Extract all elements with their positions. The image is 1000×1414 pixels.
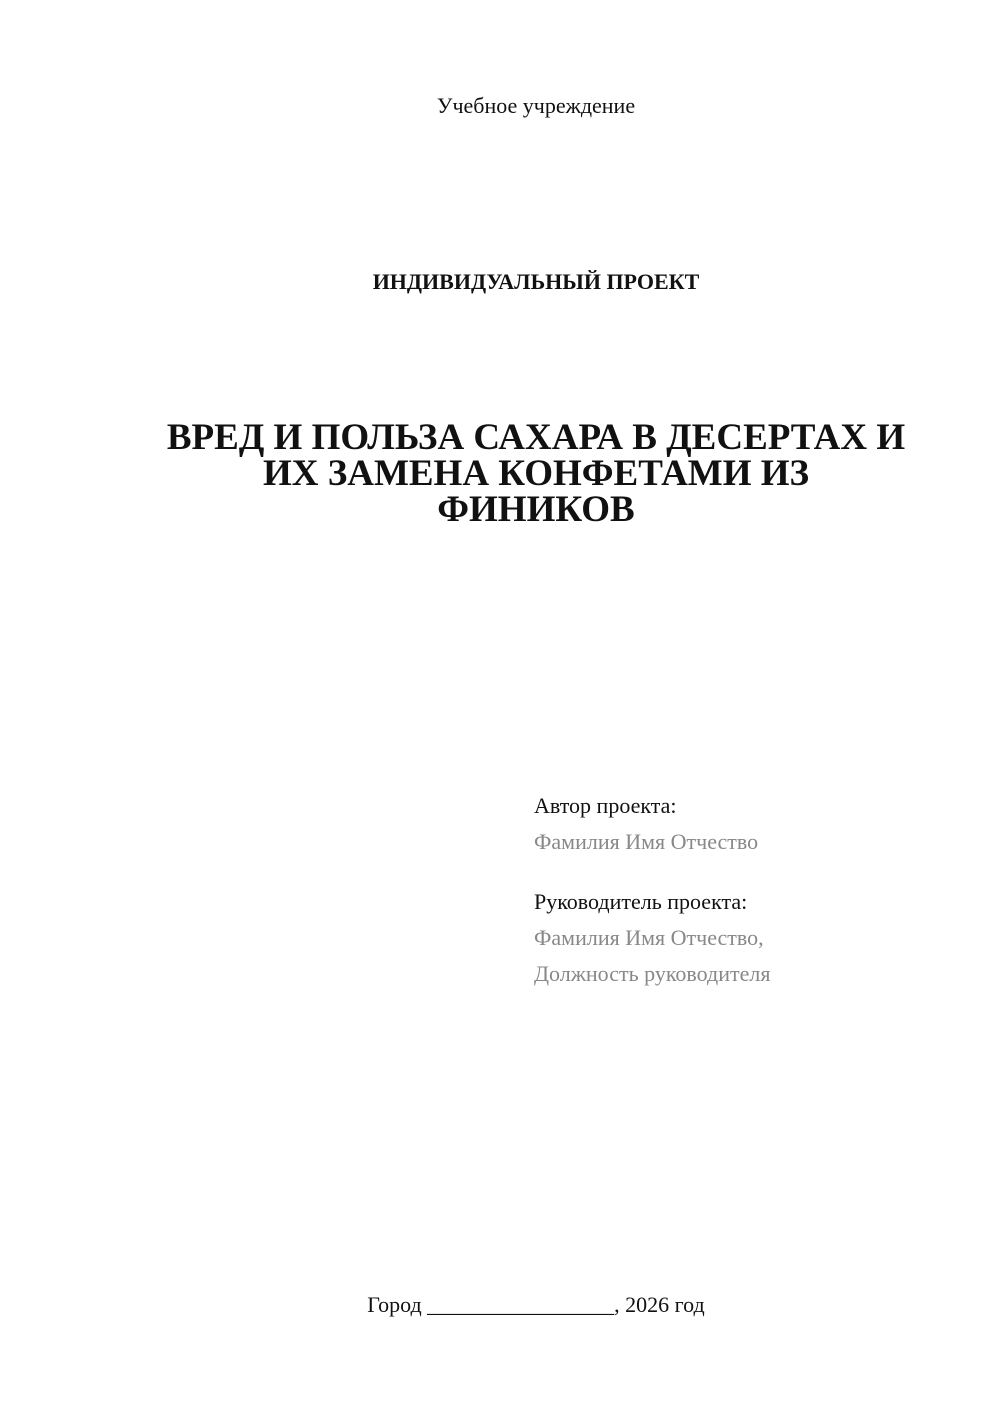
supervisor-label: Руководитель проекта: [534, 889, 748, 914]
title-line: ВРЕД И ПОЛЬЗА САХАРА В ДЕСЕРТАХ И [166, 417, 906, 458]
title-line: ФИНИКОВ [437, 489, 635, 530]
project-info [534, 788, 974, 992]
title-line: ИХ ЗАМЕНА КОНФЕТАМИ ИЗ [262, 453, 810, 494]
supervisor-position: Должность руководителя [534, 961, 771, 986]
institution-name: Учебное учреждение [436, 93, 636, 118]
document-title [140, 417, 932, 530]
supervisor-name: Фамилия Имя Отчество, [534, 925, 764, 950]
document-type: ИНДИВИДУАЛЬНЫЙ ПРОЕКТ [372, 269, 700, 294]
city-year-line: Город _________________, 2026 год [367, 1292, 705, 1317]
author-label: Автор проекта: [534, 793, 677, 818]
spacer [534, 860, 974, 884]
author-name: Фамилия Имя Отчество [534, 829, 759, 854]
